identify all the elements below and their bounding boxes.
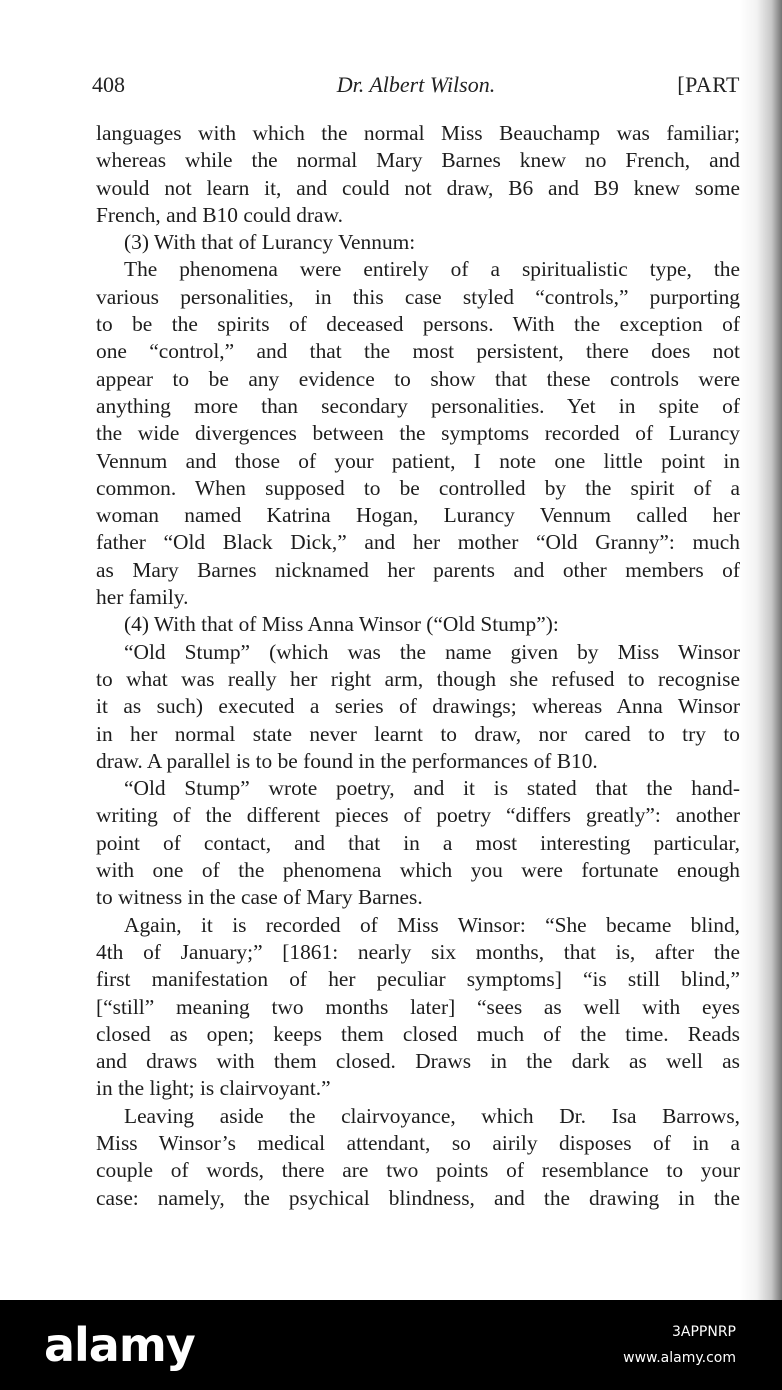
text-line: “Old Stump” (which was the name given by Miss Winsor (124, 639, 740, 664)
text-line: Miss Winsor’s medical attendant, so airily disposes of in a (96, 1130, 740, 1155)
text-line: Leaving aside the clairvoyance, which Dr. Isa Barrows, (124, 1103, 740, 1128)
running-title: Dr. Albert Wilson. (336, 72, 496, 97)
body-text (96, 120, 740, 1212)
text-line: one “control,” and that the most persistent, there does not (96, 339, 740, 364)
page-number: 408 (92, 72, 125, 97)
site-url: www.alamy.com (623, 1350, 736, 1366)
text-line: in the light; is clairvoyant.” (96, 1076, 331, 1101)
text-line: draw. A parallel is to be found in the performances of B10. (96, 748, 598, 773)
text-line: various personalities, in this case styled “controls,” purporting (96, 284, 740, 309)
text-line: French, and B10 could draw. (96, 202, 343, 227)
text-line: with one of the phenomena which you were fortunate enough (96, 858, 740, 883)
text-line: father “Old Black Dick,” and her mother “Old Granny”: much (96, 530, 740, 555)
text-line: in her normal state never learnt to draw, nor cared to try to (96, 721, 740, 746)
text-line: woman named Katrina Hogan, Lurancy Vennum called her (96, 503, 740, 528)
text-line: “Old Stump” wrote poetry, and it is stated that the hand- (124, 776, 740, 801)
text-line: Again, it is recorded of Miss Winsor: “She became blind, (124, 912, 740, 937)
text-line: appear to be any evidence to show that these controls were (96, 366, 740, 391)
text-line: (4) With that of Miss Anna Winsor (“Old Stump”): (124, 612, 559, 637)
text-line: to witness in the case of Mary Barnes. (96, 885, 423, 910)
text-line: her family. (96, 585, 189, 610)
text-line: languages with which the normal Miss Beauchamp was familiar; (96, 121, 740, 145)
text-line: 4th of January;” [1861: nearly six months, that is, after the (96, 939, 740, 964)
text-line: (3) With that of Lurancy Vennum: (124, 230, 416, 255)
text-line: it as such) executed a series of drawings; whereas Anna Winsor (96, 694, 740, 719)
text-line: closed as open; keeps them closed much of the time. Reads (96, 1021, 740, 1046)
text-line: to what was really her right arm, though she refused to recognise (96, 666, 740, 691)
text-line: would not learn it, and could not draw, B6 and B9 knew some (96, 175, 740, 200)
text-line: whereas while the normal Mary Barnes knew no French, and (96, 148, 740, 173)
text-line: [“still” meaning two months later] “sees as well with eyes (96, 994, 740, 1019)
text-line: first manifestation of her peculiar symptoms] “is still blind,” (96, 967, 740, 992)
text-line: The phenomena were entirely of a spiritualistic type, the (124, 257, 740, 282)
page-header (92, 72, 740, 106)
alamy-logo: alamy (44, 1318, 195, 1372)
text-line: and draws with them closed. Draws in the dark as well as (96, 1049, 740, 1074)
text-line: point of contact, and that in a most interesting particular, (96, 830, 740, 855)
text-line: couple of words, there are two points of resemblance to your (96, 1158, 740, 1183)
watermark-bar (0, 1300, 782, 1390)
text-line: as Mary Barnes nicknamed her parents and other members of (96, 557, 740, 582)
page-edge-shadow (740, 0, 782, 1300)
image-id: 3APPNRP (671, 1324, 736, 1340)
text-line: anything more than secondary personalities. Yet in spite of (96, 393, 740, 418)
text-line: the wide divergences between the symptoms recorded of Lurancy (96, 421, 740, 446)
text-line: writing of the different pieces of poetry “differs greatly”: another (96, 803, 740, 828)
part-label: [PART (677, 72, 740, 97)
text-line: to be the spirits of deceased persons. With the exception of (96, 312, 740, 337)
text-line: case: namely, the psychical blindness, and the drawing in the (96, 1185, 740, 1210)
text-line: Vennum and those of your patient, I note one little point in (96, 448, 740, 473)
text-line: common. When supposed to be controlled by the spirit of a (96, 475, 740, 500)
